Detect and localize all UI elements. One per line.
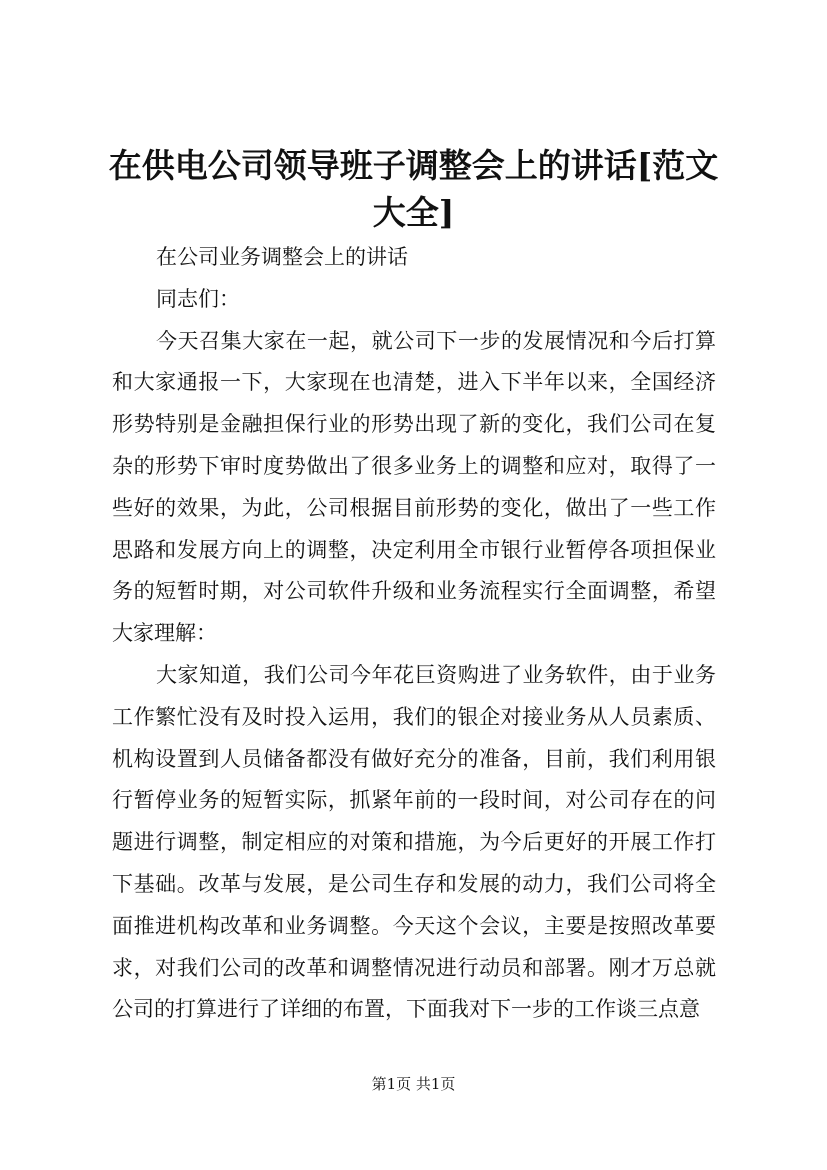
paragraph-subtitle: 在公司业务调整会上的讲话 <box>156 245 408 269</box>
paragraph-body: 大家知道，我们公司今年花巨资购进了业务软件，由于业务工作繁忙没有及时投入运用，我们的银企对接业务从人员素质、机构设置到人员储备都没有做好充分的准备，目前，我们利用银行暂停业务的短暂实际，抓紧年前的一段时间，对公司存在的问题进行调整，制定相应的对策和措施，为今后更好的开展工作打下基础。改革与发展，是公司生存和发展的动力，我们公司将全面推进机构改革和业务调整。今天这个会议，主要是按照改革要求，对我们公司的改革和调整情况进行动员和部署。刚才万总就公司的打算进行了详细的布置，下面我对下一步的工作谈三点意 <box>112 662 716 1022</box>
document-title: 在供电公司领导班子调整会上的讲话[范文大全] <box>108 146 719 232</box>
document-body <box>112 237 716 1031</box>
page-footer: 第1页 共1页 <box>371 1075 456 1093</box>
paragraph-intro: 今天召集大家在一起，就公司下一步的发展情况和今后打算和大家通报一下，大家现在也清楚，进入下半年以来，全国经济形势特别是金融担保行业的形势出现了新的变化，我们公司在复杂的形势下审时度势做出了很多业务上的调整和应对，取得了一些好的效果，为此，公司根据目前形势的变化，做出了一些工作思路和发展方向上的调整，决定利用全市银行业暂停各项担保业务的短暂时期，对公司软件升级和业务流程实行全面调整，希望大家理解： <box>112 328 716 646</box>
paragraph-salutation: 同志们： <box>156 286 240 311</box>
